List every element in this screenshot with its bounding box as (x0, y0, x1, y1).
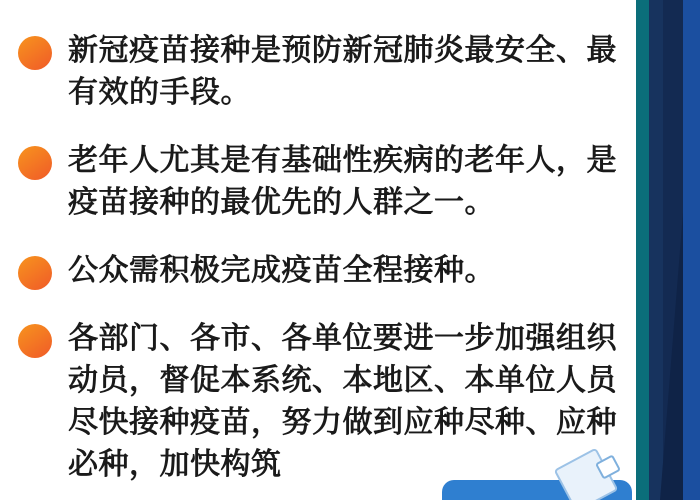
bullet-dot-icon (18, 146, 52, 180)
bullet-list (18, 30, 618, 500)
bullet-dot-icon (18, 324, 52, 358)
bullet-dot-icon (18, 36, 52, 70)
decor-band-blue (683, 0, 700, 500)
decor-band-teal (636, 0, 649, 500)
list-item-text: 公众需积极完成疫苗全程接种。 (68, 254, 495, 287)
list-item (18, 250, 618, 292)
list-item (18, 140, 618, 224)
list-item-text: 新冠疫苗接种是预防新冠肺炎最安全、最有效的手段。 (68, 34, 617, 109)
bullet-dot-icon (18, 256, 52, 290)
card-left-edge (0, 0, 18, 500)
list-item-text: 老年人尤其是有基础性疾病的老年人，是疫苗接种的最优先的人群之一。 (68, 144, 617, 219)
list-item-text: 各部门、各市、各单位要进一步加强组织动员，督促本系统、本地区、本单位人员尽快接种疫苗，努力做到应种尽种、应种必种，加快构筑 (68, 322, 617, 481)
decor-band-navy-a (649, 0, 663, 500)
vaccine-vial-icon (442, 458, 632, 500)
list-item (18, 30, 618, 114)
